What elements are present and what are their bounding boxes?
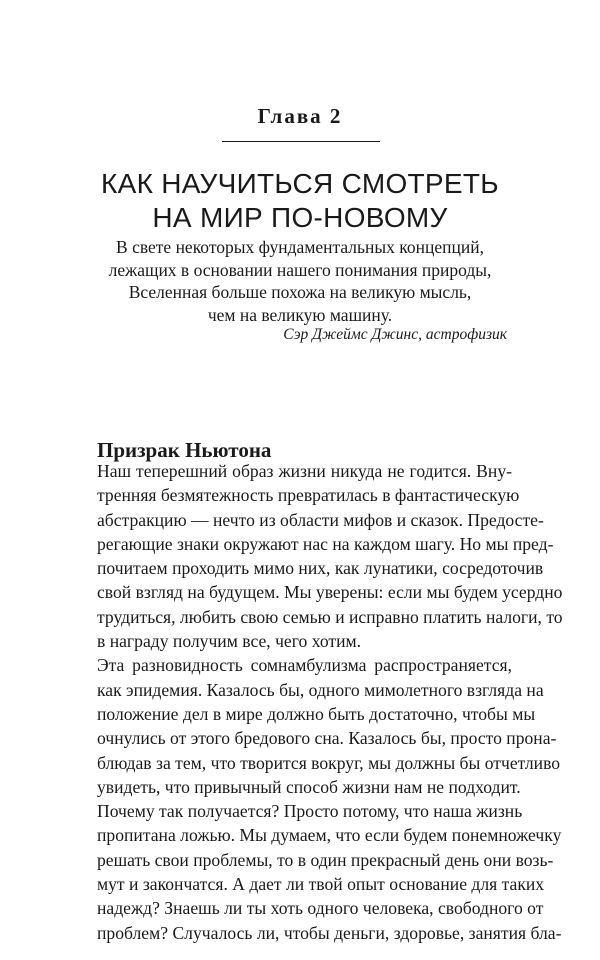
epigraph-line: В свете некоторых фундаментальных концепций, bbox=[116, 237, 484, 257]
body-line: мут и закончатся. А дает ли твой опыт основание для таких bbox=[97, 874, 545, 895]
body-line: положение дел в мире должно быть достаточно, чтобы мы bbox=[97, 703, 536, 724]
body-line: трудиться, любить свою семью и исправно платить налоги, то bbox=[97, 606, 563, 627]
body-line: почитаем проходить мимо них, как лунатики, сосредоточив bbox=[97, 558, 544, 579]
chapter-title-line: КАК НАУЧИТЬСЯ СМОТРЕТЬ bbox=[101, 167, 499, 199]
epigraph-line: Вселенная больше похожа на великую мысль, bbox=[128, 282, 472, 302]
body-line: в награду получим все, чего хотим. bbox=[97, 631, 362, 652]
body-line: надежд? Знаешь ли ты хоть одного человека, свободного от bbox=[97, 898, 544, 919]
chapter-label: Глава 2 bbox=[257, 104, 343, 128]
body-line: тренняя безмятежность превратилась в фантастическую bbox=[97, 485, 520, 506]
epigraph-line: чем на великую машину. bbox=[207, 304, 393, 325]
chapter-title-line: НА МИР ПО-НОВОМУ bbox=[152, 201, 448, 233]
epigraph-author: Сэр Джеймс Джинс, астрофизик bbox=[283, 326, 507, 343]
body-line: пропитана ложью. Мы думаем, что если будем понемножечку bbox=[97, 825, 562, 846]
body-line: свой взгляд на будущем. Мы уверены: если мы будем усердно bbox=[97, 582, 563, 603]
epigraph bbox=[0, 236, 600, 326]
epigraph-line: лежащих в основании нашего понимания природы, bbox=[108, 259, 492, 280]
body-text bbox=[97, 459, 563, 945]
body-line: регающие знаки окружают нас на каждом шагу. Но мы пред- bbox=[97, 533, 554, 554]
body-line: Эта разновидность сомнамбулизма распространяется, bbox=[97, 655, 512, 676]
body-line: проблем? Случалось ли, чтобы деньги, здоровье, занятия бла- bbox=[97, 922, 562, 943]
body-line: решать свои проблемы, то в один прекрасный день они возь- bbox=[97, 849, 554, 870]
body-line: увидеть, что привычный способ жизни нам не подходит. bbox=[97, 776, 521, 797]
body-line: Почему так получается? Просто потому, что наша жизнь bbox=[97, 801, 523, 822]
section-heading: Призрак Ньютона bbox=[97, 438, 272, 463]
chapter-divider bbox=[222, 141, 380, 142]
body-line: очнулись от этого бредового сна. Казалось бы, просто прона- bbox=[97, 728, 557, 749]
body-line: Наш теперешний образ жизни никуда не годится. Вну- bbox=[97, 461, 512, 481]
body-line: абстракцию — нечто из области мифов и сказок. Предосте- bbox=[97, 509, 544, 530]
chapter-title bbox=[0, 167, 600, 235]
body-line: как эпидемия. Казалось бы, одного мимолетного взгляда на bbox=[97, 679, 544, 700]
body-line: блюдав за тем, что творится вокруг, мы должны бы отчетливо bbox=[97, 752, 561, 773]
